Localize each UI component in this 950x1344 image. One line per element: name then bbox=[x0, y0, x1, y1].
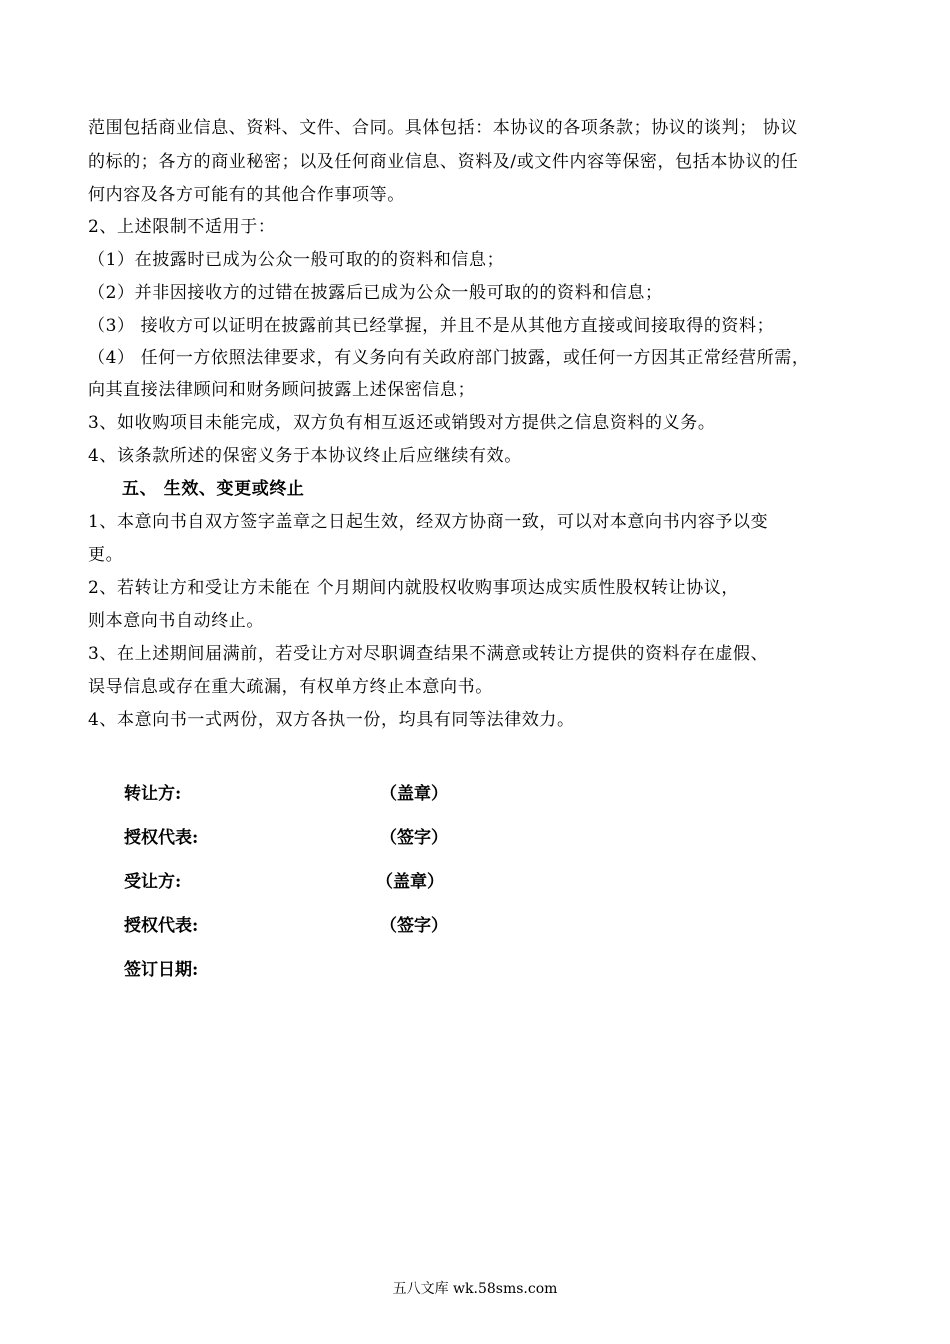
body-line: 误导信息或存在重大疏漏，有权单方终止本意向书。 bbox=[88, 677, 493, 697]
body-line: 3、如收购项目未能完成，双方负有相互返还或销毁对方提供之信息资料的义务。 bbox=[88, 413, 716, 433]
section-heading: 五、 生效、变更或终止 bbox=[122, 479, 305, 499]
body-line: 则本意向书自动终止。 bbox=[88, 611, 264, 631]
body-line: 4、该条款所述的保密义务于本协议终止后应继续有效。 bbox=[88, 446, 522, 466]
seal-note: （盖章） bbox=[376, 872, 444, 892]
body-line: 2、上述限制不适用于： bbox=[88, 217, 276, 237]
list-item: （3） 接收方可以证明在披露前其已经掌握，并且不是从其他方直接或间接取得的资料； bbox=[88, 316, 775, 336]
body-line: 4、本意向书一式两份，双方各执一份，均具有同等法律效力。 bbox=[88, 710, 575, 730]
signature-label: 授权代表: bbox=[124, 916, 199, 936]
sign-note: （签字） bbox=[380, 916, 448, 936]
sign-note: （签字） bbox=[380, 828, 448, 848]
signature-label: 转让方: bbox=[124, 784, 182, 804]
body-line: 1、本意向书自双方签字盖章之日起生效，经双方协商一致，可以对本意向书内容予以变 bbox=[88, 512, 769, 532]
body-line: 的标的；各方的商业秘密；以及任何商业信息、资料及/或文件内容等保密，包括本协议的任 bbox=[88, 152, 799, 172]
list-item: （1）在披露时已成为公众一般可取的的资料和信息； bbox=[88, 250, 505, 270]
body-line: 向其直接法律顾问和财务顾问披露上述保密信息； bbox=[88, 380, 476, 400]
page-footer: 五八文库 wk.58sms.com bbox=[392, 1281, 558, 1297]
body-line: 更。 bbox=[88, 545, 124, 565]
signature-label: 授权代表: bbox=[124, 828, 199, 848]
signature-label: 受让方: bbox=[124, 872, 182, 892]
body-line: 何内容及各方可能有的其他合作事项等。 bbox=[88, 185, 405, 205]
seal-note: （盖章） bbox=[380, 784, 448, 804]
body-line: 范围包括商业信息、资料、文件、合同。具体包括：本协议的各项条款；协议的谈判； 协议 bbox=[88, 118, 799, 138]
list-item: （2）并非因接收方的过错在披露后已成为公众一般可取的的资料和信息； bbox=[88, 283, 663, 303]
list-item: （4） 任何一方依照法律要求，有义务向有关政府部门披露，或任何一方因其正常经营所需， bbox=[88, 348, 810, 368]
signature-label: 签订日期: bbox=[124, 960, 199, 980]
body-line: 2、若转让方和受让方未能在 个月期间内就股权收购事项达成实质性股权转让协议， bbox=[88, 578, 740, 598]
body-line: 3、在上述期间届满前，若受让方对尽职调查结果不满意或转让方提供的资料存在虚假、 bbox=[88, 644, 769, 664]
